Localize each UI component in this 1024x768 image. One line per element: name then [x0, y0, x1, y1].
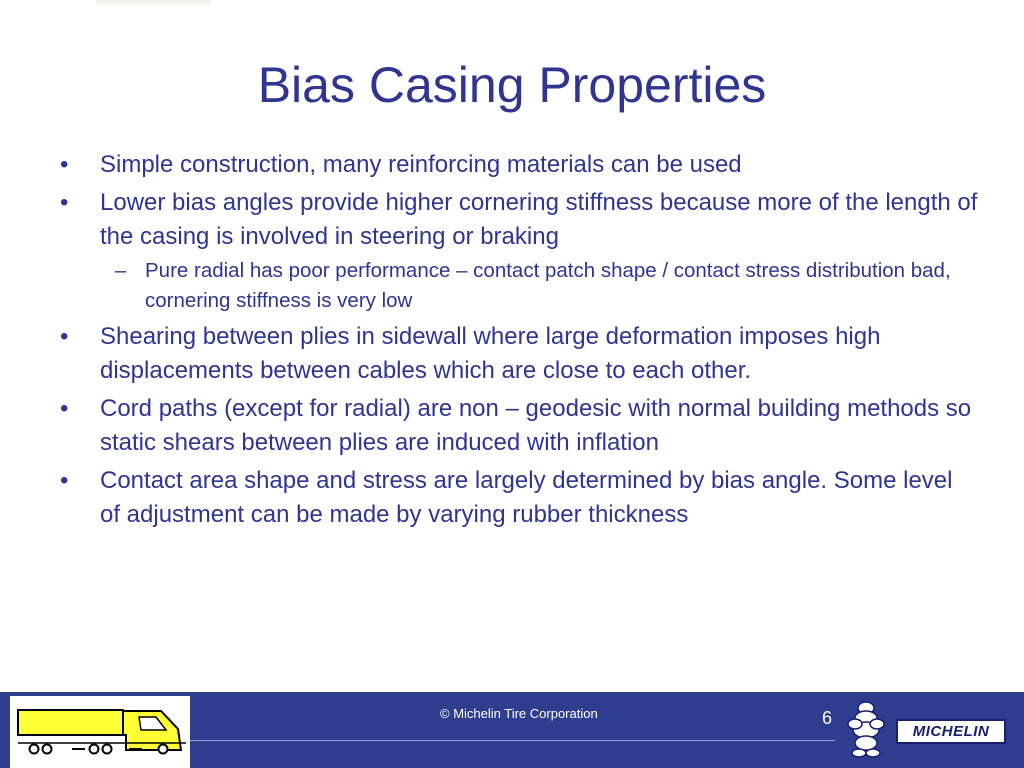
bullet-marker: • [60, 323, 69, 350]
sub-bullet-list [100, 256, 978, 316]
slide-title: Bias Casing Properties [257, 57, 767, 113]
michelin-wordmark: MICHELIN [896, 719, 1006, 744]
sub-bullet-marker: – [115, 259, 127, 282]
copyright-text: © Michelin Tire Corporation [440, 706, 598, 721]
bullet-item-5 [58, 464, 978, 532]
truck-logo-icon [10, 692, 190, 768]
bullet-list [58, 148, 978, 536]
bullet-item-1 [58, 148, 978, 182]
sub-bullet-item-1 [100, 256, 978, 316]
bullet-text: Lower bias angles provide higher cornering stiffness because more of the length of the casing is involved in steering or braking [100, 189, 978, 250]
bullet-text: Shearing between plies in sidewall where large deformation imposes high displacements between cables which are close to each other. [100, 323, 881, 384]
footer-divider [190, 740, 835, 741]
bullet-item-4 [58, 392, 978, 460]
bullet-text: Cord paths (except for radial) are non – geodesic with normal building methods so static shears between plies are induced with inflation [100, 395, 972, 456]
bullet-item-2 [58, 186, 978, 316]
sub-bullet-text: Pure radial has poor performance – contact patch shape / contact stress distribution bad, cornering stiffness is very low [145, 259, 951, 312]
bullet-marker: • [60, 151, 69, 178]
bullet-marker: • [60, 395, 69, 422]
bullet-marker: • [60, 189, 69, 216]
page-number: 6 [822, 708, 833, 728]
bullet-text: Simple construction, many reinforcing materials can be used [100, 151, 742, 178]
bullet-marker: • [60, 467, 69, 494]
bullet-text: Contact area shape and stress are largely determined by bias angle. Some level of adjustment can be made by varying rubber thickness [100, 467, 953, 528]
bullet-item-3 [58, 320, 978, 388]
top-decorative-strip [96, 0, 211, 5]
